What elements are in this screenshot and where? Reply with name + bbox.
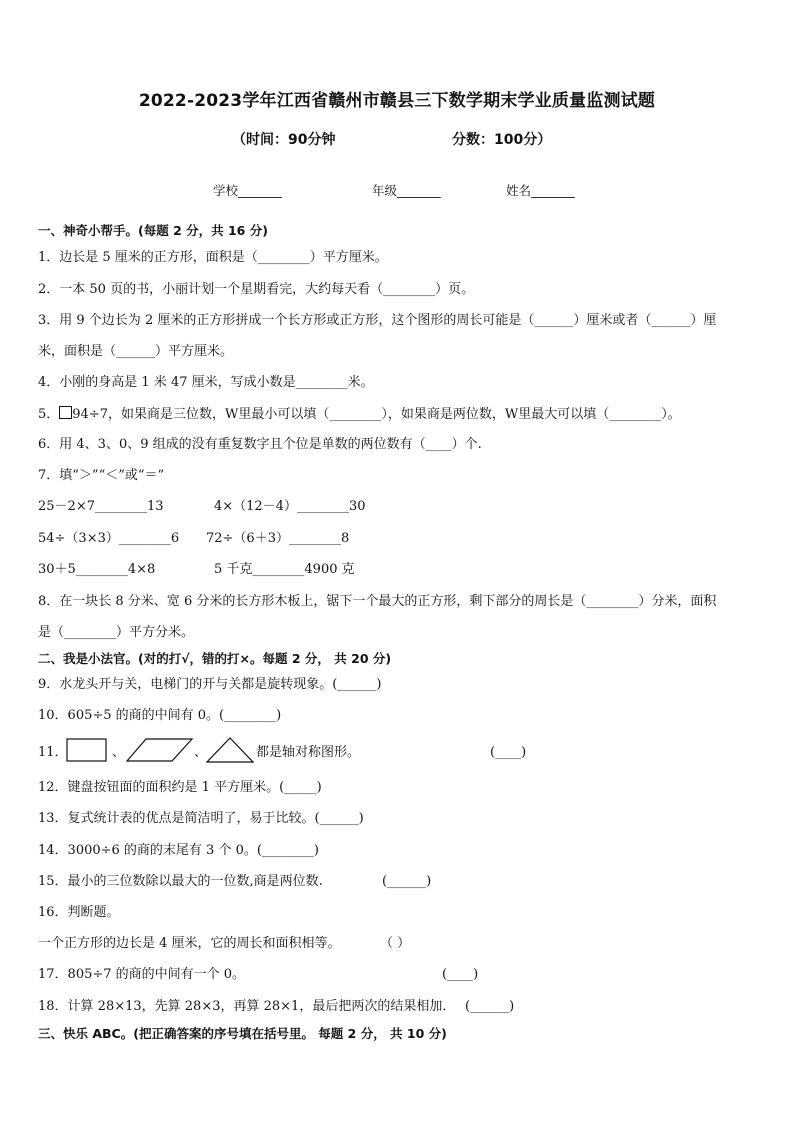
question-11-text: 都是轴对称图形。 <box>256 745 361 760</box>
exam-score: 分数：100分） <box>452 132 552 148</box>
question-15-answer: (______) <box>382 874 432 889</box>
question-18-answer: (______) <box>465 999 515 1014</box>
question-16: 16．判断题。 <box>38 905 120 920</box>
question-7-item-a2: 4×（12－4）________30 <box>214 499 366 514</box>
question-4: 4．小刚的身高是 1 米 47 厘米，写成小数是________米。 <box>38 375 374 390</box>
question-7-item-b1: 54÷（3×3）________6 <box>38 531 180 546</box>
question-7-item-c1: 30＋5________4×8 <box>38 562 156 577</box>
question-10: 10．605÷5 的商的中间有 0。(________) <box>38 708 282 723</box>
exam-time: （时间：90分钟 <box>232 132 336 148</box>
question-12: 12．键盘按钮面的面积约是 1 平方厘米。(_____) <box>38 780 322 795</box>
question-14: 14．3000÷6 的商的末尾有 3 个 0。(________) <box>38 843 320 858</box>
school-field: 学校_______ <box>213 183 282 198</box>
question-13: 13．复式统计表的优点是简洁明了，易于比较。(______) <box>38 811 364 826</box>
section-2-heading: 二、我是小法官。(对的打√，错的打×。每题 2 分， 共 20 分) <box>38 651 392 666</box>
question-3-line-2: 米，面积是（______）平方厘米。 <box>38 344 234 359</box>
section-3-heading: 三、快乐 ABC。(把正确答案的序号填在括号里。 每题 2 分， 共 10 分) <box>38 1026 447 1041</box>
section-1-heading: 一、神奇小帮手。(每题 2 分，共 16 分) <box>38 223 268 238</box>
grade-field: 年级_______ <box>372 183 441 198</box>
question-15: 15．最小的三位数除以最大的一位数,商是两位数. <box>38 874 323 889</box>
triangle-shape-icon <box>206 737 254 765</box>
question-9: 9．水龙头开与关，电梯门的开与关都是旋转现象。(______) <box>38 677 382 692</box>
question-1: 1．边长是 5 厘米的正方形，面积是（________）平方厘米。 <box>38 250 388 265</box>
question-7-item-a1: 25－2×7________13 <box>38 499 164 514</box>
name-field: 姓名_______ <box>506 183 575 198</box>
question-7-item-c2: 5 千克________4900 克 <box>214 562 355 577</box>
question-6: 6．用 4、3、0、9 组成的没有重复数字且个位是单数的两位数有（____）个. <box>38 437 482 452</box>
question-5 <box>38 406 681 423</box>
question-11-separator-2: 、 <box>194 745 208 760</box>
parallelogram-shape-icon <box>126 738 194 764</box>
question-7: 7．填“＞”“＜”或“＝” <box>38 468 165 483</box>
question-8-line-2: 是（________）平方分米。 <box>38 625 195 640</box>
question-16-statement: 一个正方形的边长是 4 厘米，它的周长和面积相等。 <box>38 936 341 951</box>
question-11-number: 11． <box>38 745 68 760</box>
question-17-answer: (____) <box>442 967 479 982</box>
question-7-item-b2: 72÷（6＋3）________8 <box>206 531 350 546</box>
question-17: 17．805÷7 的商的中间有一个 0。 <box>38 967 246 982</box>
question-3-line-1: 3．用 9 个边长为 2 厘米的正方形拼成一个长方形或正方形，这个图形的周长可能是（______）厘米或者（______）厘 <box>38 313 717 328</box>
question-11-separator-1: 、 <box>112 745 126 760</box>
rectangle-shape-icon <box>66 738 108 764</box>
question-2: 2．一本 50 页的书，小丽计划一个星期看完，大约每天看（________）页。 <box>38 282 475 297</box>
question-11-answer: (____) <box>490 745 527 760</box>
question-5-number: 5． <box>38 407 60 422</box>
question-8-line-1: 8．在一块长 8 分米、宽 6 分米的长方形木板上，锯下一个最大的正方形，剩下部分的周长是（________）分米，面积 <box>38 594 717 609</box>
blank-square-icon <box>59 406 72 419</box>
question-16-answer: （ ） <box>380 936 411 951</box>
page-title: 2022-2023学年江西省赣州市赣县三下数学期末学业质量监测试题 <box>138 91 656 111</box>
question-5-text: 94÷7，如果商是三位数，W里最小可以填（________），如果商是两位数，W里最大可以填（________）。 <box>72 407 681 422</box>
question-18: 18．计算 28×13，先算 28×3，再算 28×1，最后把两次的结果相加． <box>38 999 456 1014</box>
